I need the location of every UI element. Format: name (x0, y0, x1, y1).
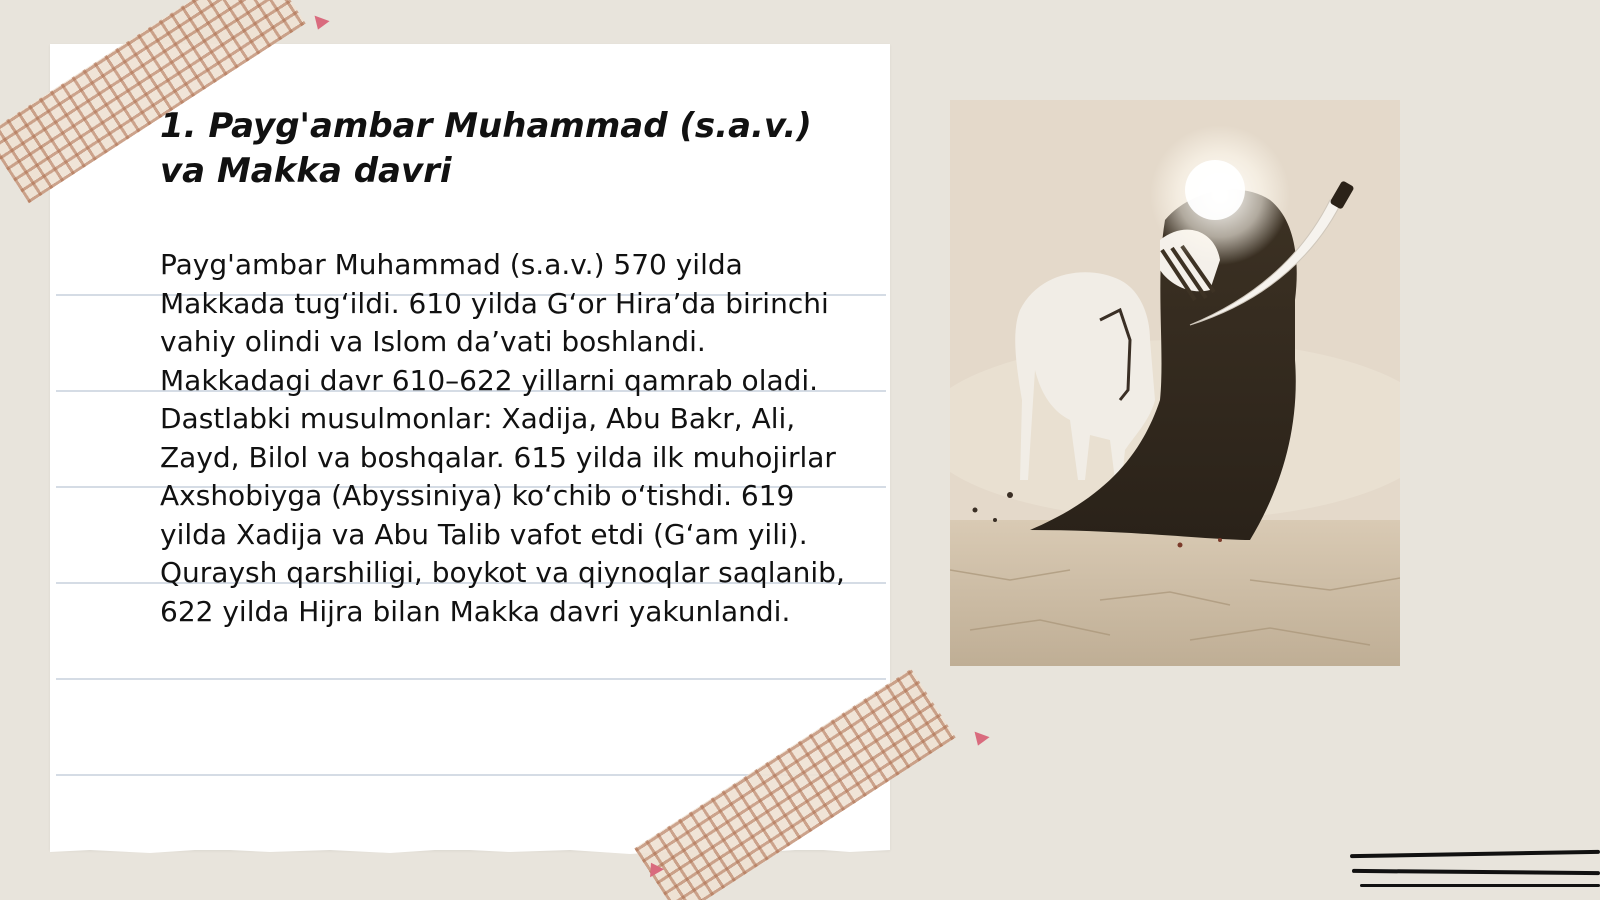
paper-rule-line (56, 678, 886, 680)
tape-tip (970, 732, 989, 749)
slide-body-text: Payg'ambar Muhammad (s.a.v.) 570 yilda Makkada tug‘ildi. 610 yilda G‘or Hira’da birinchi vahiy olindi va Islom da’vati boshlandi. Makkadagi davr 610–622 yillarni qamrab oladi. Dastlabki musulmonlar: Xadija, Abu Bakr, Ali, Zayd, Bilol va boshqalar. 615 yilda ilk muhojirlar Axshobiyga (Abyssiniya) ko‘chib o‘tishdi. 619 yilda Xadija va Abu Talib vafot etdi (G‘am yili). Quraysh qarshiligi, boykot va qiynoqlar saqlanib, 622 yilda Hijra bilan Makka davri yakunlandi. (160, 248, 845, 628)
slide-title: 1. Payg'ambar Muhammad (s.a.v.) va Makka davri (160, 106, 812, 191)
brush-stroke (1360, 884, 1600, 887)
tape-tip (310, 16, 329, 33)
brush-stroke (1352, 869, 1600, 875)
rider-with-sword-and-white-horse-illustration (950, 100, 1400, 666)
illustration-image (950, 100, 1400, 666)
brush-stroke (1350, 850, 1600, 858)
